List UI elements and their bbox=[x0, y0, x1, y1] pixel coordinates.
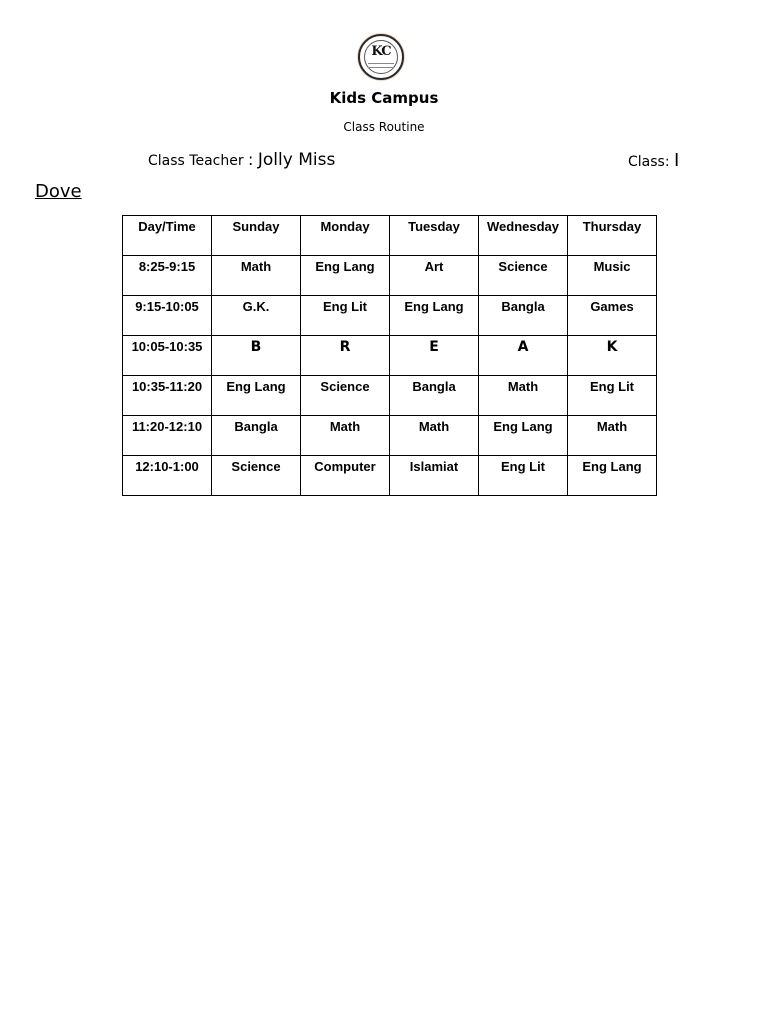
break-letter-cell: K bbox=[568, 336, 657, 376]
break-letter-cell: A bbox=[479, 336, 568, 376]
time-cell: 8:25-9:15 bbox=[123, 256, 212, 296]
school-name: Kids Campus bbox=[329, 89, 439, 107]
time-cell: 11:20-12:10 bbox=[123, 416, 212, 456]
break-row bbox=[123, 336, 657, 376]
subject-cell: Eng Lit bbox=[301, 296, 390, 336]
school-logo bbox=[358, 34, 404, 80]
break-letter-cell: R bbox=[301, 336, 390, 376]
time-cell: 10:35-11:20 bbox=[123, 376, 212, 416]
time-cell: 10:05-10:35 bbox=[123, 336, 212, 376]
subject-cell: Eng Lang bbox=[301, 256, 390, 296]
table-row bbox=[123, 376, 657, 416]
subject-cell: Eng Lang bbox=[390, 296, 479, 336]
table-header-row bbox=[123, 216, 657, 256]
header-cell: Thursday bbox=[568, 216, 657, 256]
subject-cell: Eng Lit bbox=[568, 376, 657, 416]
class-line bbox=[628, 150, 679, 171]
subject-cell: Math bbox=[301, 416, 390, 456]
subject-cell: Bangla bbox=[212, 416, 301, 456]
subject-cell: Science bbox=[301, 376, 390, 416]
time-cell: 12:10-1:00 bbox=[123, 456, 212, 496]
logo-banner bbox=[368, 63, 394, 68]
teacher-line bbox=[148, 150, 335, 170]
header-cell: Wednesday bbox=[479, 216, 568, 256]
header-cell: Monday bbox=[301, 216, 390, 256]
section-name: Dove bbox=[35, 181, 82, 202]
subject-cell: Eng Lang bbox=[212, 376, 301, 416]
header-cell: Sunday bbox=[212, 216, 301, 256]
subject-cell: Science bbox=[479, 256, 568, 296]
teacher-name: Jolly Miss bbox=[257, 150, 336, 170]
logo-monogram: KC bbox=[371, 44, 391, 59]
subject-cell: Art bbox=[390, 256, 479, 296]
subject-cell: Math bbox=[479, 376, 568, 416]
class-label: Class: bbox=[628, 154, 670, 170]
subject-cell: Games bbox=[568, 296, 657, 336]
subject-cell: Bangla bbox=[479, 296, 568, 336]
class-value: I bbox=[674, 150, 680, 171]
subject-cell: Eng Lit bbox=[479, 456, 568, 496]
subject-cell: Computer bbox=[301, 456, 390, 496]
table-row bbox=[123, 456, 657, 496]
table-row bbox=[123, 256, 657, 296]
subject-cell: G.K. bbox=[212, 296, 301, 336]
table-row bbox=[123, 416, 657, 456]
subject-cell: Eng Lang bbox=[479, 416, 568, 456]
break-letter-cell: E bbox=[390, 336, 479, 376]
time-cell: 9:15-10:05 bbox=[123, 296, 212, 336]
subject-cell: Math bbox=[390, 416, 479, 456]
subject-cell: Islamiat bbox=[390, 456, 479, 496]
header-cell: Tuesday bbox=[390, 216, 479, 256]
teacher-separator: : bbox=[248, 150, 254, 169]
subject-cell: Math bbox=[212, 256, 301, 296]
routine-table bbox=[122, 215, 657, 496]
subject-cell: Bangla bbox=[390, 376, 479, 416]
subject-cell: Eng Lang bbox=[568, 456, 657, 496]
teacher-label: Class Teacher bbox=[148, 153, 244, 169]
subject-cell: Science bbox=[212, 456, 301, 496]
header-cell: Day/Time bbox=[123, 216, 212, 256]
subject-cell: Math bbox=[568, 416, 657, 456]
document-title: Class Routine bbox=[343, 120, 425, 134]
break-letter-cell: B bbox=[212, 336, 301, 376]
table-row bbox=[123, 296, 657, 336]
subject-cell: Music bbox=[568, 256, 657, 296]
